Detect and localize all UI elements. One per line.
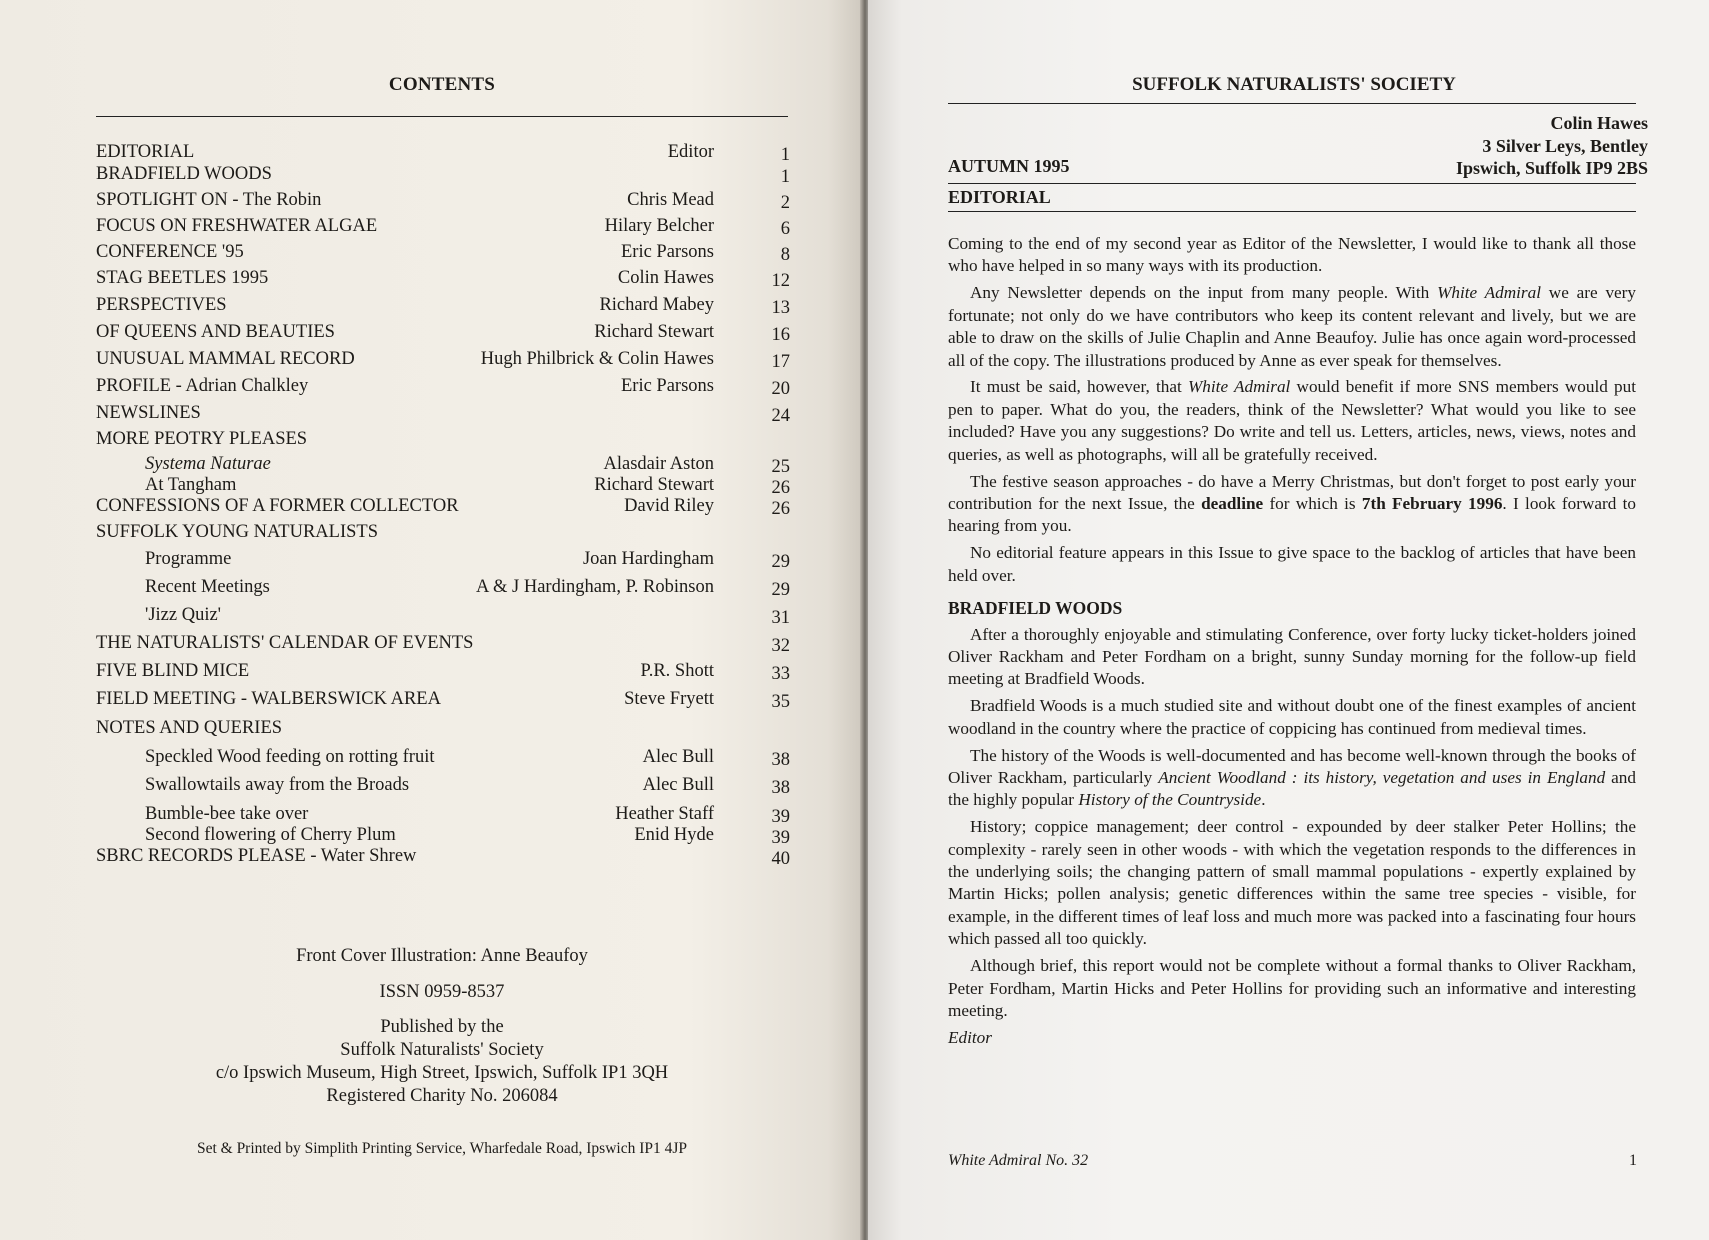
toc-author: Chris Mead: [627, 190, 714, 210]
toc-entry: [96, 188, 796, 212]
toc-author: Joan Hardingham: [582, 549, 714, 569]
toc-page-number: 35: [771, 692, 790, 712]
toc-page-number: 1: [780, 145, 790, 165]
toc-title: NEWSLINES: [96, 403, 201, 423]
toc-title: 'Jizz Quiz': [145, 605, 222, 625]
toc-author: Richard Stewart: [594, 475, 714, 495]
publisher-line-3: c/o Ipswich Museum, High Street, Ipswich, Suffolk IP1 3QH: [215, 1063, 669, 1083]
address-line: Colin Hawes: [1550, 113, 1648, 133]
toc-entry: [96, 687, 796, 711]
toc-page-number: 16: [771, 325, 790, 345]
toc-author: Hugh Philbrick & Colin Hawes: [480, 349, 714, 369]
toc-page-number: 31: [771, 608, 790, 628]
toc-page-number: 13: [771, 298, 790, 318]
toc-page-number: 32: [771, 636, 790, 656]
toc-entry: [96, 603, 796, 627]
section-rule-bottom: [948, 211, 1636, 212]
toc-author: Heather Staff: [615, 804, 714, 824]
section-heading: EDITORIAL: [948, 187, 1051, 207]
editor-address: [1456, 112, 1648, 180]
toc-title: CONFESSIONS OF A FORMER COLLECTOR: [96, 496, 459, 516]
issn: ISSN 0959-8537: [379, 982, 505, 1002]
editor-signature: Editor: [948, 1027, 992, 1047]
toc-author: Alec Bull: [642, 747, 714, 767]
article-body: [948, 233, 1636, 1054]
toc-author: Colin Hawes: [617, 268, 714, 288]
editorial-paragraph: Coming to the end of my second year as Editor of the Newsletter, I would like to thank all those who have helped in so many ways with its production.: [948, 234, 1636, 276]
toc-entry: [96, 401, 796, 425]
toc-title: Programme: [145, 549, 232, 569]
contents-title: CONTENTS: [388, 74, 496, 95]
toc-title: PROFILE - Adrian Chalkley: [96, 376, 309, 396]
toc-entry: [96, 240, 796, 264]
bradfield-paragraph: History; coppice management; deer control - expounded by deer stalker Peter Hollins; the complexity - rarely seen in other woods - with which the vegetation responds to the differences in the underlying soils; the changing pattern of small mammal populations - expertly explained by Martin Hicks; pollen analysis; genetic differences within the same tree species - visible, for example, in the different times of leaf loss and much more was packed into a fascinating four hours which passed all too quickly.: [948, 817, 1636, 949]
toc-page-number: 2: [780, 193, 790, 213]
toc-title: EDITORIAL: [96, 142, 195, 162]
toc-page-number: 1: [780, 167, 790, 187]
toc-title: SPOTLIGHT ON - The Robin: [96, 190, 322, 210]
editorial-paragraph: No editorial feature appears in this Issue to give space to the backlog of articles that have been held over.: [948, 543, 1636, 585]
toc-author: Alasdair Aston: [603, 454, 714, 474]
issue-season: AUTUMN 1995: [948, 156, 1070, 176]
toc-entry: [96, 140, 796, 164]
toc-title: At Tangham: [145, 475, 237, 495]
toc-page-number: 20: [771, 379, 790, 399]
printer-credit: Set & Printed by Simplith Printing Service, Wharfedale Road, Ipswich IP1 4JP: [196, 1140, 688, 1157]
editorial-paragraph: The festive season approaches - do have a Merry Christmas, but don't forget to post early your contribution for the next Issue, the deadline for which is 7th February 1996. I look forward to hearing from you.: [948, 471, 1636, 536]
toc-author: Steve Fryett: [624, 689, 714, 709]
address-line: 3 Silver Leys, Bentley: [1482, 135, 1648, 156]
publisher-line-2: Suffolk Naturalists' Society: [340, 1040, 544, 1060]
toc-entry: [96, 716, 796, 740]
toc-title: THE NATURALISTS' CALENDAR OF EVENTS: [96, 633, 474, 653]
publisher-line-1: Published by the: [380, 1017, 504, 1037]
toc-title: NOTES AND QUERIES: [96, 718, 283, 738]
toc-entry: [96, 575, 796, 599]
toc-page-number: 38: [771, 778, 790, 798]
publisher-line-4: Registered Charity No. 206084: [326, 1086, 558, 1106]
toc-entry: [96, 266, 796, 290]
toc-author: Hilary Belcher: [604, 216, 714, 236]
toc-author: Alec Bull: [642, 775, 714, 795]
toc-page-number: 29: [771, 580, 790, 600]
toc-page-number: 29: [771, 552, 790, 572]
toc-author: A & J Hardingham, P. Robinson: [476, 577, 714, 597]
toc-title: Bumble-bee take over: [145, 804, 309, 824]
toc-title: FIVE BLIND MICE: [96, 661, 250, 681]
toc-title: Speckled Wood feeding on rotting fruit: [145, 747, 435, 767]
toc-entry: [96, 427, 796, 451]
bradfield-heading: BRADFIELD WOODS: [948, 598, 1123, 619]
toc-entry: [96, 547, 796, 571]
bradfield-paragraph: The history of the Woods is well-documented and has become well-known through the books of Oliver Rackham, particularly Ancient Woodland : its history, vegetation and uses in England and the highly popular History of the Countryside.: [948, 745, 1636, 810]
toc-page-number: 12: [771, 271, 790, 291]
bradfield-paragraph: Bradfield Woods is a much studied site and without doubt one of the finest examples of ancient woodland in the country where the practice of coppicing has continued from medieval times.: [948, 696, 1636, 738]
toc-entry: [96, 745, 796, 769]
toc-entry: [96, 293, 796, 317]
toc-title: STAG BEETLES 1995: [96, 268, 269, 288]
toc-title: Second flowering of Cherry Plum: [145, 825, 396, 845]
toc-title: MORE PEOTRY PLEASES: [96, 429, 308, 449]
address-line: Ipswich, Suffolk IP9 2BS: [1455, 158, 1648, 178]
toc-author: David Riley: [624, 496, 714, 516]
toc-title: PERSPECTIVES: [96, 295, 227, 315]
page-number: 1: [1629, 1152, 1637, 1169]
toc-title: Swallowtails away from the Broads: [145, 775, 410, 795]
toc-author: Enid Hyde: [634, 825, 714, 845]
toc-title: BRADFIELD WOODS: [96, 164, 272, 184]
toc-page-number: 33: [771, 664, 790, 684]
toc-title: SUFFOLK YOUNG NATURALISTS: [96, 522, 378, 542]
toc-page-number: 8: [780, 245, 790, 265]
toc-page-number: 24: [771, 406, 790, 426]
bradfield-paragraph: After a thoroughly enjoyable and stimulating Conference, over forty lucky ticket-holders joined Oliver Rackham and Peter Fordham on a bright, sunny Sunday morning for the follow-up field meeting at Bradfield Woods.: [948, 624, 1636, 689]
toc-author: Eric Parsons: [621, 242, 714, 262]
toc-entry: [96, 214, 796, 238]
toc-entry: [96, 631, 796, 655]
contents-rule: [96, 116, 788, 117]
toc-author: Richard Stewart: [594, 322, 714, 342]
editorial-paragraph: Any Newsletter depends on the input from many people. With White Admiral we are very fortunate; not only do we have contributors who keep its content relevant and lively, but we are able to draw on the skills of Julie Chaplin and Anne Beaufoy. Julie has once again word-processed all of the copy. The illustrations produced by Anne as ever speak for themselves.: [948, 283, 1636, 370]
toc-title: FIELD MEETING - WALBERSWICK AREA: [96, 689, 441, 709]
toc-page-number: 26: [771, 499, 790, 519]
toc-page-number: 17: [771, 352, 790, 372]
toc-page-number: 39: [771, 828, 790, 848]
toc-entry: [96, 494, 796, 518]
toc-author: Richard Mabey: [599, 295, 714, 315]
society-title: SUFFOLK NATURALISTS' SOCIETY: [1132, 74, 1456, 95]
toc-page-number: 38: [771, 750, 790, 770]
toc-title: Recent Meetings: [145, 577, 270, 597]
toc-page-number: 39: [771, 807, 790, 827]
toc-entry: [96, 659, 796, 683]
toc-entry: [96, 520, 796, 544]
cover-credit: Front Cover Illustration: Anne Beaufoy: [296, 946, 588, 966]
section-rule-top: [948, 183, 1636, 184]
toc-entry: [96, 374, 796, 398]
editorial-paragraph: It must be said, however, that White Admiral would benefit if more SNS members would put pen to paper. What do you, the readers, think of the Newsletter? What would you like to see included? Have you any suggestions? Do write and tell us. Letters, articles, news, views, notes and queries, as well as photographs, will all be gratefully received.: [948, 377, 1637, 464]
toc-page-number: 26: [771, 478, 790, 498]
toc-entry: [96, 773, 796, 797]
toc-title: CONFERENCE '95: [96, 242, 244, 262]
toc-title: FOCUS ON FRESHWATER ALGAE: [96, 216, 378, 236]
toc-title: SBRC RECORDS PLEASE - Water Shrew: [96, 846, 417, 866]
toc-title: UNUSUAL MAMMAL RECORD: [96, 349, 355, 369]
bradfield-paragraph: Although brief, this report would not be complete without a formal thanks to Oliver Rackham, Peter Fordham, Martin Hicks and Peter Hollins for providing such an informative and interesting meeting.: [948, 956, 1636, 1020]
toc-author: Editor: [667, 142, 714, 162]
toc-entry: [96, 844, 796, 868]
toc-title: OF QUEENS AND BEAUTIES: [96, 322, 335, 342]
toc-entry: [96, 162, 796, 186]
header-rule: [948, 103, 1636, 104]
toc-page-number: 6: [780, 219, 790, 239]
toc-page-number: 40: [771, 849, 790, 869]
footer-issue: White Admiral No. 32: [948, 1152, 1089, 1169]
toc-author: P.R. Shott: [640, 661, 714, 681]
toc-author: Eric Parsons: [621, 376, 714, 396]
toc-page-number: 25: [771, 457, 790, 477]
editorial-page: [868, 0, 1709, 1240]
toc-entry: [96, 320, 796, 344]
toc-entry: [96, 347, 796, 371]
toc-title: Systema Naturae: [145, 454, 271, 474]
